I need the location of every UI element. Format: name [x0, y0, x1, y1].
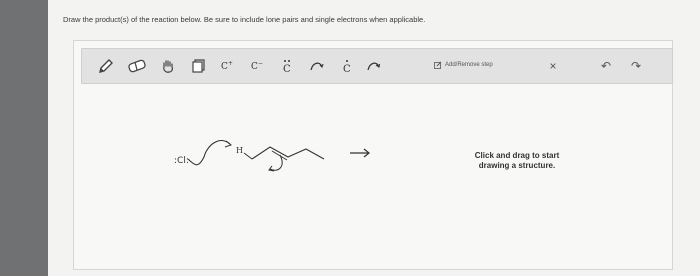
carbocation-tool[interactable]: C+: [221, 60, 233, 72]
pencil-icon[interactable]: [94, 49, 118, 83]
hint-line-2: drawing a structure.: [478, 160, 556, 170]
alkene-chain: [252, 147, 324, 159]
close-icon[interactable]: ×: [549, 59, 557, 73]
curved-arrow-1: [188, 141, 230, 165]
lone-pair-carbon-tool[interactable]: [275, 49, 299, 83]
hydrogen-label: H: [236, 146, 243, 155]
drawing-canvas[interactable]: [74, 87, 672, 269]
add-remove-step-button[interactable]: [434, 61, 493, 69]
undo-icon[interactable]: ↶: [600, 59, 612, 73]
svg-text:C: C: [343, 64, 351, 74]
copy-icon[interactable]: [186, 49, 210, 83]
grab-hand-icon[interactable]: [156, 49, 180, 83]
start-drawing-hint: [447, 151, 587, 170]
drawing-toolbar: [81, 48, 673, 84]
radical-carbon-tool[interactable]: [335, 49, 359, 83]
single-arrow-icon[interactable]: [306, 49, 328, 83]
question-sheet: [48, 0, 700, 276]
drawing-workspace[interactable]: [73, 40, 673, 270]
edit-icon: [434, 61, 442, 69]
h-bond: [244, 153, 252, 159]
question-text: Draw the product(s) of the reaction below. Be sure to include lone pairs and single electrons when applicable.: [63, 15, 426, 24]
carbanion-tool[interactable]: C−: [251, 60, 263, 72]
eraser-icon[interactable]: [125, 49, 149, 83]
redo-icon[interactable]: ↷: [630, 59, 642, 73]
reaction-scheme: [74, 87, 672, 269]
chloride-label: :Cl:: [174, 156, 189, 166]
svg-text:C: C: [283, 64, 291, 74]
add-remove-step-label: Add/Remove step: [445, 62, 493, 68]
curved-arrow-2: [270, 155, 282, 170]
double-arrow-icon[interactable]: [363, 49, 385, 83]
hint-line-1: Click and drag to start: [474, 151, 560, 160]
